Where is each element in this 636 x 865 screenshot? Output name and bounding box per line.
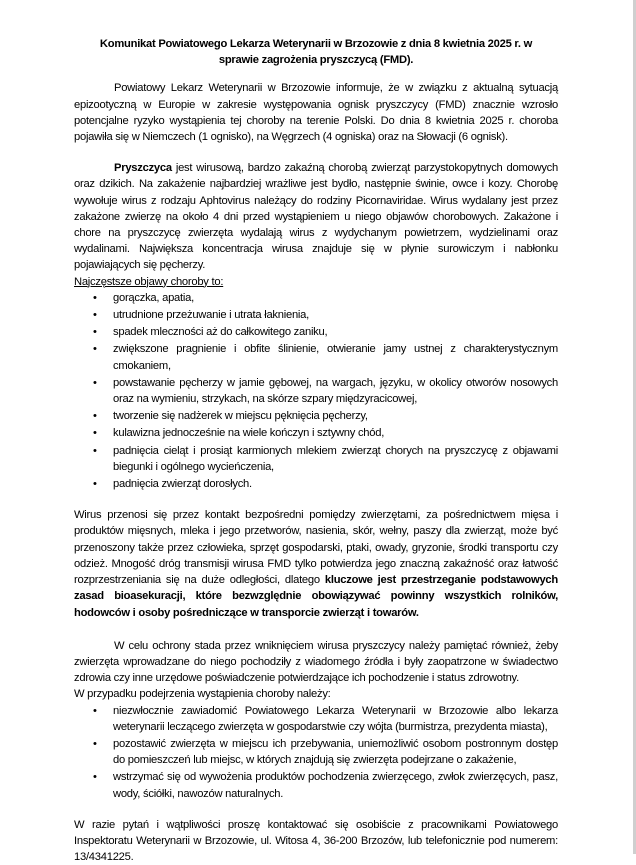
symptoms-heading: Najczęstsze objawy choroby to: bbox=[74, 275, 224, 288]
list-item: • niezwłocznie zawiadomić Powiatowego Lekarza Weterynarii w Brzozowie albo lekarza weterynarii leczącego zwierzęta w gospodarstwie czy wójta (burmistrza, prezydenta miasta), bbox=[93, 704, 558, 733]
bullet-icon: • bbox=[93, 771, 97, 784]
bullet-icon: • bbox=[93, 737, 97, 750]
disease-description-paragraph bbox=[74, 160, 558, 273]
list-item: • utrudnione przeżuwanie i utrata łaknienia, bbox=[113, 307, 558, 323]
biosecurity-emphasis: kluczowe jest przestrzeganie podstawowych zasad bioasekuracji, które bezwzględnie obowiązywać powinny wszystkich rolników, hodowców i osoby pośredniczące w transporcie zwierząt i towarów. bbox=[74, 574, 558, 619]
list-item: • padnięcia cieląt i prosiąt karmionych mlekiem zwierząt chorych na pryszczycę z objawami biegunki i ogólnego wycieńczenia, bbox=[93, 444, 558, 473]
bullet-icon: • bbox=[93, 326, 97, 339]
intro-paragraph: Powiatowy Lekarz Weterynarii w Brzozowie informuje, że w związku z aktualną sytuacją epizootyczną w Europie w zakresie występowania ognisk pryszczycy (FMD) znacznie wzrosło potencjalne ryzyko wystąpienia tej choroby na terenie Polski. Do dnia 8 kwietnia 2025 r. choroba pojawiła się w Niemczech (1 ognisko), na Węgrzech (4 ogniska) oraz na Słowacji (6 ognisk). bbox=[74, 82, 558, 144]
list-item: • zwiększone pragnienie i obfite ślinienie, otwieranie jamy ustnej z charakterystycznym cmokaniem, bbox=[93, 343, 558, 372]
list-item: • wstrzymać się od wywożenia produktów pochodzenia zwierzęcego, zwłok zwierzęcych, pasz, wody, ściółki, nawozów naturalnych. bbox=[93, 771, 558, 800]
list-item: • powstawanie pęcherzy w jamie gębowej, na wargach, języku, w okolicy otworów nosowych oraz na wymieniu, strzykach, na skórze szpary międzyracicowej, bbox=[93, 376, 558, 406]
bullet-icon: • bbox=[93, 291, 97, 304]
disease-description-text: jest wirusową, bardzo zakaźną chorobą zwierząt parzystokopytnych domowych oraz dzikich. Na zakażenie najbardziej wrażliwe jest bydło, następnie świnie, owce i kozy. Chorobę wywołuje wirus z rodzaju Aphtovirus należący do rodziny Picornaviridae. Wirus wydalany jest przez zakażone zwierzę na około 4 dni przed wystąpieniem u niego objawów chorobowych. Zakażone i chore na pryszczycę zwierzęta wydalają wirus z wydychanym powietrzem, wydzielinami oraz wydalinami. Największa koncentracja wirusa znajduje się w płynie surowiczym i nabłonku pojawiających się pęcherzy. bbox=[74, 162, 558, 272]
actions-heading: W przypadku podejrzenia wystąpienia choroby należy: bbox=[74, 688, 331, 701]
bullet-icon: • bbox=[93, 478, 97, 491]
herd-protection-paragraph: W celu ochrony stada przez wniknięciem wirusa pryszczycy należy pamiętać również, żeby zwierzęta wprowadzane do niego pochodziły z wiadomego źródła i były zaopatrzone w świadectwo zdrowia czy inne urzędowe poświadczenie potwierdzające ich pochodzenie i status zdrowotny. bbox=[74, 639, 558, 685]
document-title: Komunikat Powiatowego Lekarza Weterynarii w Brzozowie z dnia 8 kwietnia 2025 r. w sprawie zagrożenia pryszczycą (FMD). bbox=[99, 38, 533, 67]
bullet-icon: • bbox=[93, 444, 97, 457]
bullet-icon: • bbox=[93, 376, 97, 389]
list-item: • kulawizna jednocześnie na wiele kończyn i sztywny chód, bbox=[113, 425, 558, 441]
contact-paragraph: W razie pytań i wątpliwości proszę kontaktować się osobiście z pracownikami Powiatowego Inspektoratu Weterynarii w Brzozowie, ul. Witosa 4, 36-200 Brzozów, lub telefonicznie pod numerem: 13/4341225. bbox=[74, 818, 558, 864]
bullet-icon: • bbox=[93, 343, 97, 356]
list-item: • padnięcia zwierząt dorosłych. bbox=[113, 476, 558, 492]
bullet-icon: • bbox=[93, 704, 97, 717]
bullet-icon: • bbox=[93, 427, 97, 440]
list-item: • gorączka, apatia, bbox=[113, 290, 558, 306]
list-item: • tworzenie się nadżerek w miejscu pęknięcia pęcherzy, bbox=[113, 408, 558, 424]
bullet-icon: • bbox=[93, 309, 97, 322]
list-item: • pozostawić zwierzęta w miejscu ich przebywania, uniemożliwić osobom postronnym dostęp do pomieszczeń lub miejsc, w których znajdują się zwierzęta podejrzane o zakażenie, bbox=[93, 737, 558, 767]
actions-list bbox=[74, 703, 558, 802]
document-page bbox=[74, 36, 558, 865]
symptoms-list bbox=[74, 290, 558, 492]
transmission-paragraph: Wirus przenosi się przez kontakt bezpośredni pomiędzy zwierzętami, za pośrednictwem mięsa i produktów mięsnych, mleka i jego przetworów, nasienia, skór, wełny, paszy dla zwierząt, może być przenoszony także przez człowieka, sprzęt gospodarski, ptaki, owady, gryzonie, środki transportu czy odzież. Mnogość dróg transmisji wirusa FMD tylko potwierdza jego znaczną zakaźność oraz łatwość rozprzestrzeniania się na duże odległości, dlatego kluczowe jest przestrzeganie podstawowych zasad bioasekuracji, które bezwzględnie obowiązywać powinny wszystkich rolników, hodowców i osoby pośredniczące w transporcie zwierząt i towarów. bbox=[74, 509, 558, 619]
disease-name: Pryszczyca bbox=[114, 162, 172, 175]
bullet-icon: • bbox=[93, 410, 97, 423]
list-item: • spadek mleczności aż do całkowitego zaniku, bbox=[113, 324, 558, 340]
